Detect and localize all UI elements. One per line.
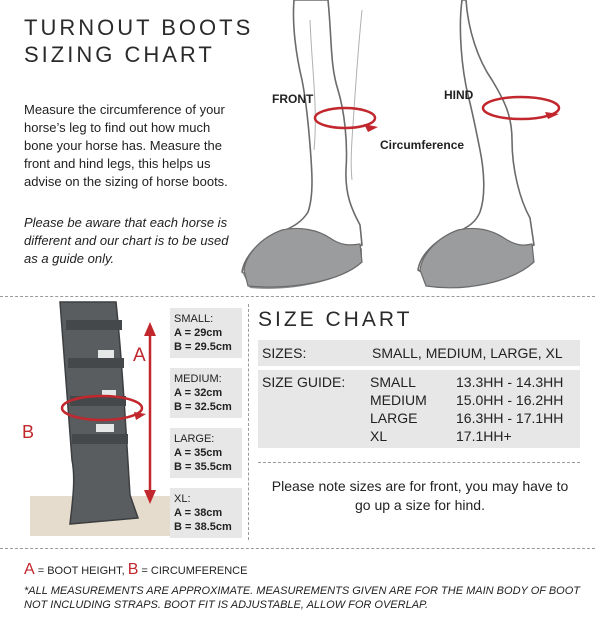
disclaimer: *ALL MEASUREMENTS ARE APPROXIMATE. MEASUREMENTS GIVEN ARE FOR THE MAIN BODY OF BOOT NOT INCLUDING STRAPS. BOOT FIT IS ADJUSTABLE, ALLOW FOR OVERLAP.: [24, 585, 581, 611]
size-box-xl: [170, 488, 242, 538]
guide-range-xl: 17.1HH+: [456, 428, 512, 444]
size-box-a: A = 35cm: [174, 447, 223, 459]
legend-b-letter: B: [127, 561, 139, 578]
size-guide-row: [258, 370, 580, 448]
circumference-label: Circumference: [380, 138, 465, 152]
size-box-medium: [170, 368, 242, 418]
size-box-name: LARGE:: [174, 433, 215, 445]
page-title: [24, 14, 253, 68]
guide-range-small: 13.3HH - 14.3HH: [456, 374, 564, 390]
boot-body: [60, 302, 138, 524]
guide-note: Please be aware that each horse is different and our chart is to be used as a guide only.: [24, 215, 229, 266]
size-chart-title: SIZE CHART: [258, 308, 413, 331]
section-divider: [0, 296, 595, 297]
guide-size-large: LARGE: [370, 410, 418, 426]
guide-size-medium: MEDIUM: [370, 392, 427, 408]
size-box-a: A = 29cm: [174, 327, 223, 339]
legend-b-text: = CIRCUMFERENCE: [138, 565, 248, 577]
size-chart-divider: [258, 462, 580, 463]
size-box-name: MEDIUM:: [174, 373, 222, 385]
size-box-large: [170, 428, 242, 478]
hind-label: HIND: [444, 88, 474, 102]
title-line-1: TURNOUT BOOTS: [24, 15, 254, 40]
size-box-b: B = 35.5cm: [174, 461, 232, 473]
intro-text: Measure the circumference of your horse’s leg to find out how much bone your horse has. Measure the front and hind legs, this helps us advise on the sizing of horse boots.: [24, 102, 228, 189]
guide-size-small: SMALL: [370, 374, 416, 390]
sizes-row: [258, 340, 580, 366]
guide-size-xl: XL: [370, 428, 388, 444]
guide-range-medium: 15.0HH - 16.2HH: [456, 392, 564, 408]
sizes-value: SMALL, MEDIUM, LARGE, XL: [372, 345, 563, 361]
size-box-b: B = 29.5cm: [174, 341, 232, 353]
size-box-name: SMALL:: [174, 313, 214, 325]
boot-illustration: [30, 300, 170, 540]
size-box-a: A = 32cm: [174, 387, 223, 399]
size-box-b: B = 38.5cm: [174, 521, 232, 533]
legend-a-text: = BOOT HEIGHT,: [34, 565, 128, 577]
size-box-b: B = 32.5cm: [174, 401, 232, 413]
sizes-label: SIZES:: [262, 345, 307, 361]
title-line-2: SIZING CHART: [24, 42, 215, 67]
vertical-divider: [248, 304, 249, 540]
footer-divider: [0, 548, 595, 549]
size-guide-label: SIZE GUIDE:: [262, 374, 346, 390]
size-box-name: XL:: [174, 493, 191, 505]
measurement-legend: [24, 561, 247, 579]
hind-size-note: Please note sizes are for front, you may have to go up a size for hind.: [271, 478, 569, 513]
front-label: FRONT: [272, 92, 314, 106]
boot-height-marker: A: [133, 345, 146, 366]
guide-range-large: 16.3HH - 17.1HH: [456, 410, 564, 426]
size-box-small: [170, 308, 242, 358]
size-box-a: A = 38cm: [174, 507, 223, 519]
legend-a-letter: A: [24, 561, 35, 578]
boot-circumference-marker: B: [22, 422, 35, 442]
